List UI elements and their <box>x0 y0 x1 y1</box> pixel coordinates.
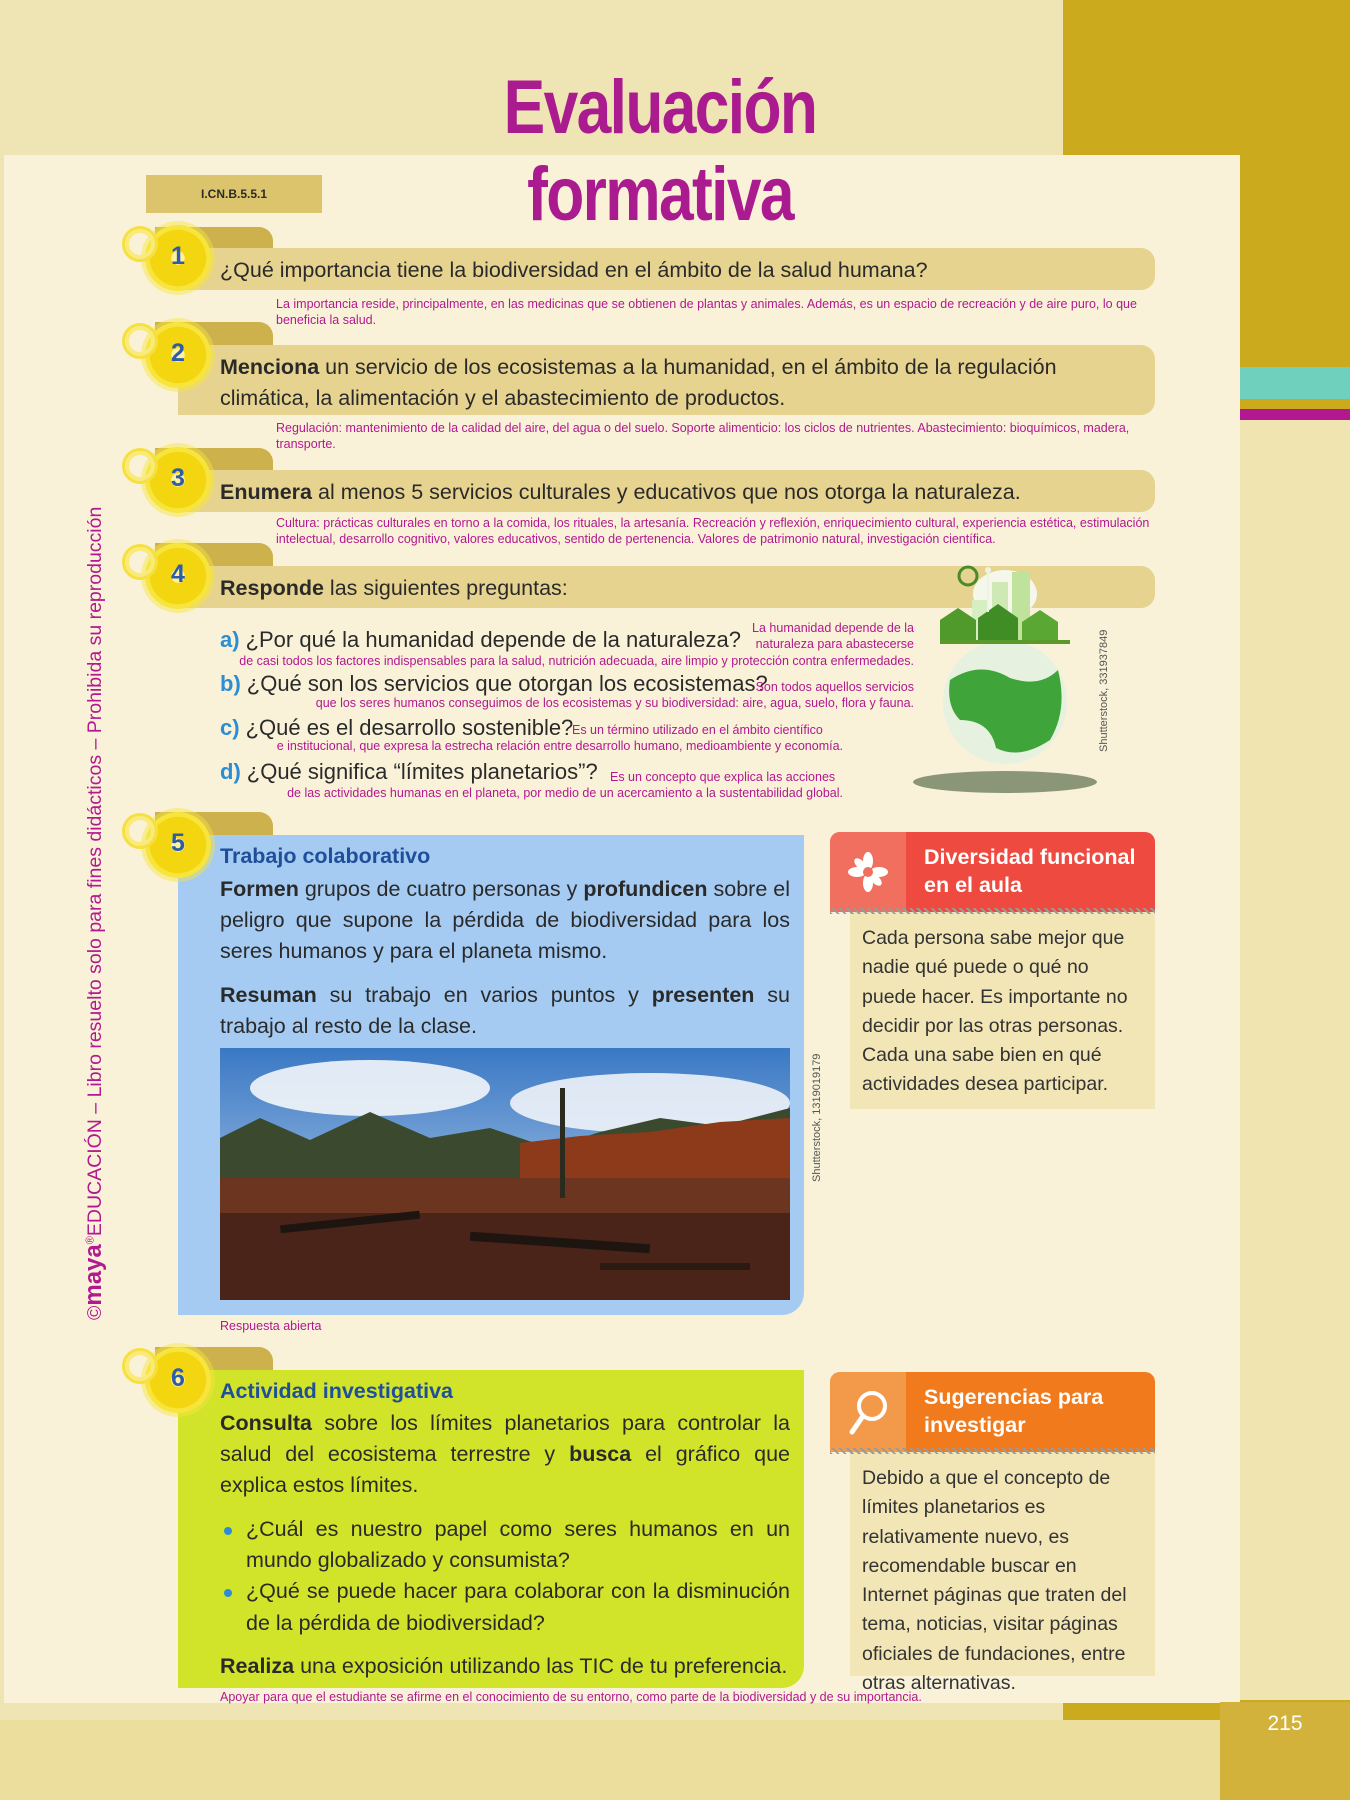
subanswer-end: de casi todos los factores indispensables para la salud, nutrición adecuada, aire limpio y protección contra enfermedades. <box>239 654 914 668</box>
subquestion: d) ¿Qué significa “límites planetarios”? <box>220 759 598 784</box>
answer-text: Respuesta abierta <box>220 1319 322 1333</box>
subquestion: a) ¿Por qué la humanidad depende de la naturaleza? <box>220 627 741 652</box>
subquestion: b) ¿Qué son los servicios que otorgan los ecosistemas? <box>220 671 768 696</box>
subanswer-start: Son todos aquellos servicios <box>755 680 914 694</box>
question-text: Menciona un servicio de los ecosistemas a la humanidad, en el ámbito de la regulación climática, la alimentación y el abastecimiento de productos. <box>220 355 1057 411</box>
subanswer-start: Es un concepto que explica las acciones <box>610 770 836 784</box>
question-number: 1 <box>171 242 185 270</box>
hatch-divider <box>830 1448 1155 1454</box>
page-title: Evaluación formativa <box>503 65 817 237</box>
sidebar-title: Sugerencias para investigar <box>924 1385 1104 1437</box>
eco-globe-illustration <box>900 560 1105 795</box>
subquestion: c) ¿Qué es el desarrollo sostenible? <box>220 715 574 740</box>
activity-number: 5 <box>171 829 185 857</box>
bullet-list <box>220 1514 790 1639</box>
question-number: 3 <box>171 464 185 492</box>
activity-title: Actividad investigativa <box>220 1379 453 1403</box>
activity-paragraph: Formen grupos de cuatro personas y profundicen sobre el peligro que supone la pérdida de biodiversidad para los seres humanos y para el planeta mismo. <box>220 877 790 964</box>
bullet-item: ¿Cuál es nuestro papel como seres humanos en un mundo globalizado y consumista? <box>220 1514 790 1576</box>
question-text: Enumera al menos 5 servicios culturales y educativos que nos otorga la naturaleza. <box>220 480 1021 504</box>
copyright-symbol: © <box>84 1305 106 1320</box>
sidebar-text: Debido a que el concepto de límites planetarios es relativamente nuevo, es recomendable buscar en Internet páginas que traten del tema, noticias, visitar páginas oficiales de fundaciones, entre otras alternativas. <box>862 1467 1127 1694</box>
question-number: 2 <box>171 339 185 367</box>
subanswer-start: Es un término utilizado en el ámbito científico <box>572 723 823 737</box>
magnifier-icon <box>846 1388 892 1438</box>
subanswer-end: de las actividades humanas en el planeta, por medio de un acercamiento a la sustentabilidad global. <box>287 786 843 800</box>
activity-paragraph: Resuman su trabajo en varios puntos y presenten su trabajo al resto de la clase. <box>220 983 790 1039</box>
house <box>940 608 976 640</box>
image-credit: Shutterstock, 1319019179 <box>811 1053 823 1182</box>
subanswer-start: La humanidad depende de la naturaleza para abastecerse <box>752 621 914 651</box>
bullet-item: ¿Qué se puede hacer para colaborar con la disminución de la pérdida de biodiversidad? <box>220 1576 790 1638</box>
page-number: 215 <box>1267 1712 1303 1735</box>
sidebar-title: Diversidad funcional en el aula <box>924 845 1136 897</box>
flower-icon <box>843 850 893 894</box>
registered-symbol: ® <box>84 1236 97 1245</box>
hatch-divider <box>830 908 1155 914</box>
subanswer-end: que los seres humanos conseguimos de los ecosistemas y su biodiversidad: aire, agua, suelo, flora y fauna. <box>315 696 914 710</box>
activity-number: 6 <box>171 1364 185 1392</box>
side-notice: EDUCACIÓN – Libro resuelto solo para fines didácticos – Prohibida su reproducción <box>84 506 106 1237</box>
subanswer-end: e institucional, que expresa la estrecha relación entre desarrollo humano, medioambiente y economía. <box>276 739 843 753</box>
brand-logo: maya <box>80 1244 107 1306</box>
question-text: Responde las siguientes preguntas: <box>220 576 568 600</box>
deforestation-photo <box>220 1048 790 1300</box>
side-copyright-text <box>80 507 108 1320</box>
question-text: ¿Qué importancia tiene la biodiversidad en el ámbito de la salud humana? <box>220 258 928 282</box>
answer-text: Cultura: prácticas culturales en torno a la comida, los rituales, la artesanía. Recreación y reflexión, enriquecimiento cultural, experiencia estética, estimulación intelectual, desarrollo cognitivo, valores educativos, sentido de pertenencia. Valores de patrimonio natural, investigación científica. <box>276 516 1150 546</box>
bottom-band <box>0 1720 1350 1800</box>
sun-icon <box>959 567 977 585</box>
activity-paragraph: Consulta sobre los límites planetarios para controlar la salud del ecosistema terrestre y busca el gráfico que explica estos límites. <box>220 1411 790 1498</box>
answer-text: Apoyar para que el estudiante se afirme en el conocimiento de su entorno, como parte de la biodiversidad y de su importancia. <box>220 1690 922 1704</box>
teal-accent-strip <box>1240 367 1350 399</box>
activity-paragraph: Realiza una exposición utilizando las TIC de tu preferencia. <box>220 1654 788 1678</box>
wind-turbine-hub <box>985 567 991 573</box>
question-number: 4 <box>171 560 185 588</box>
right-band-lower <box>1240 420 1350 1700</box>
activity-title: Trabajo colaborativo <box>220 844 431 868</box>
ground-line <box>940 640 1070 644</box>
indicator-code: I.CN.B.5.5.1 <box>146 175 322 213</box>
image-credit: Shutterstock, 331937849 <box>1098 629 1110 752</box>
sidebar-text: Cada persona sabe mejor que nadie qué puede o qué no puede hacer. Es importante no decidir por las otras personas. Cada una sabe bien en qué actividades desea participar. <box>862 927 1128 1096</box>
answer-text: Regulación: mantenimiento de la calidad del aire, del agua o del suelo. Soporte alimenticio: los ciclos de nutrientes. Abastecimiento: bioquímicos, madera, transporte. <box>276 421 1130 451</box>
globe-shadow <box>913 771 1097 793</box>
answer-text: La importancia reside, principalmente, en las medicinas que se obtienen de plantas y animales. Además, es un espacio de recreación y de aire puro, lo que beneficia la salud. <box>276 297 1137 327</box>
